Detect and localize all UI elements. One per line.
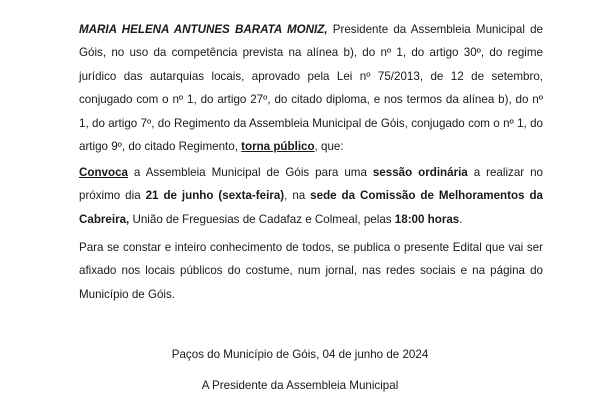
session-date: 21 de junho (sexta-feira)	[145, 189, 285, 203]
convocation-text-c: , na	[284, 189, 311, 203]
opening-text: Presidente da Assembleia Municipal de Góis, no uso da competência prevista na alínea b), do nº 1, do artigo 30º, do regime jurídico das autarquias locais, aprovado pela Lei nº 75/2013, de 12 de setembro, conjugado com o nº 1, do artigo 27º, do citado diploma, e nos termos da alínea b), do nº 1, do artigo 7º, do Regimento da Assembleia Municipal de Góis, conjugado com o nº 1, do artigo 9º, do citado Regimento,	[79, 23, 543, 154]
convocation-text-d: União de Freguesias de Cadafaz e Colmeal, pelas	[129, 212, 395, 226]
convocation-paragraph	[79, 161, 543, 231]
session-time: 18:00 horas	[394, 212, 460, 226]
opening-text-end: , que:	[314, 140, 344, 154]
session-type: sessão ordinária	[372, 166, 468, 179]
opening-paragraph	[79, 18, 543, 158]
publication-paragraph: Para se constar e inteiro conhecimento de todos, se publica o presente Edital que vai ser afixado nos locais públicos do costume, num jornal, nas redes sociais e na página do Município de Góis.	[79, 241, 543, 301]
convocation-text-a: a Assembleia Municipal de Góis para uma	[127, 166, 373, 179]
convocation-text-e: .	[459, 212, 463, 226]
place-date-line: Paços do Município de Góis, 04 de junho de 2024	[171, 348, 429, 361]
signatory-line: A Presidente da Assembleia Municipal	[201, 379, 399, 392]
convoca-word: Convoca	[79, 166, 128, 179]
torna-publico-phrase: torna público	[241, 140, 315, 154]
convocation-text-b: a realizar no próximo dia	[79, 166, 543, 203]
president-name: MARIA HELENA ANTUNES BARATA MONIZ,	[79, 23, 328, 36]
session-venue: sede da Comissão de Melhoramentos da Cabreira,	[79, 189, 544, 226]
